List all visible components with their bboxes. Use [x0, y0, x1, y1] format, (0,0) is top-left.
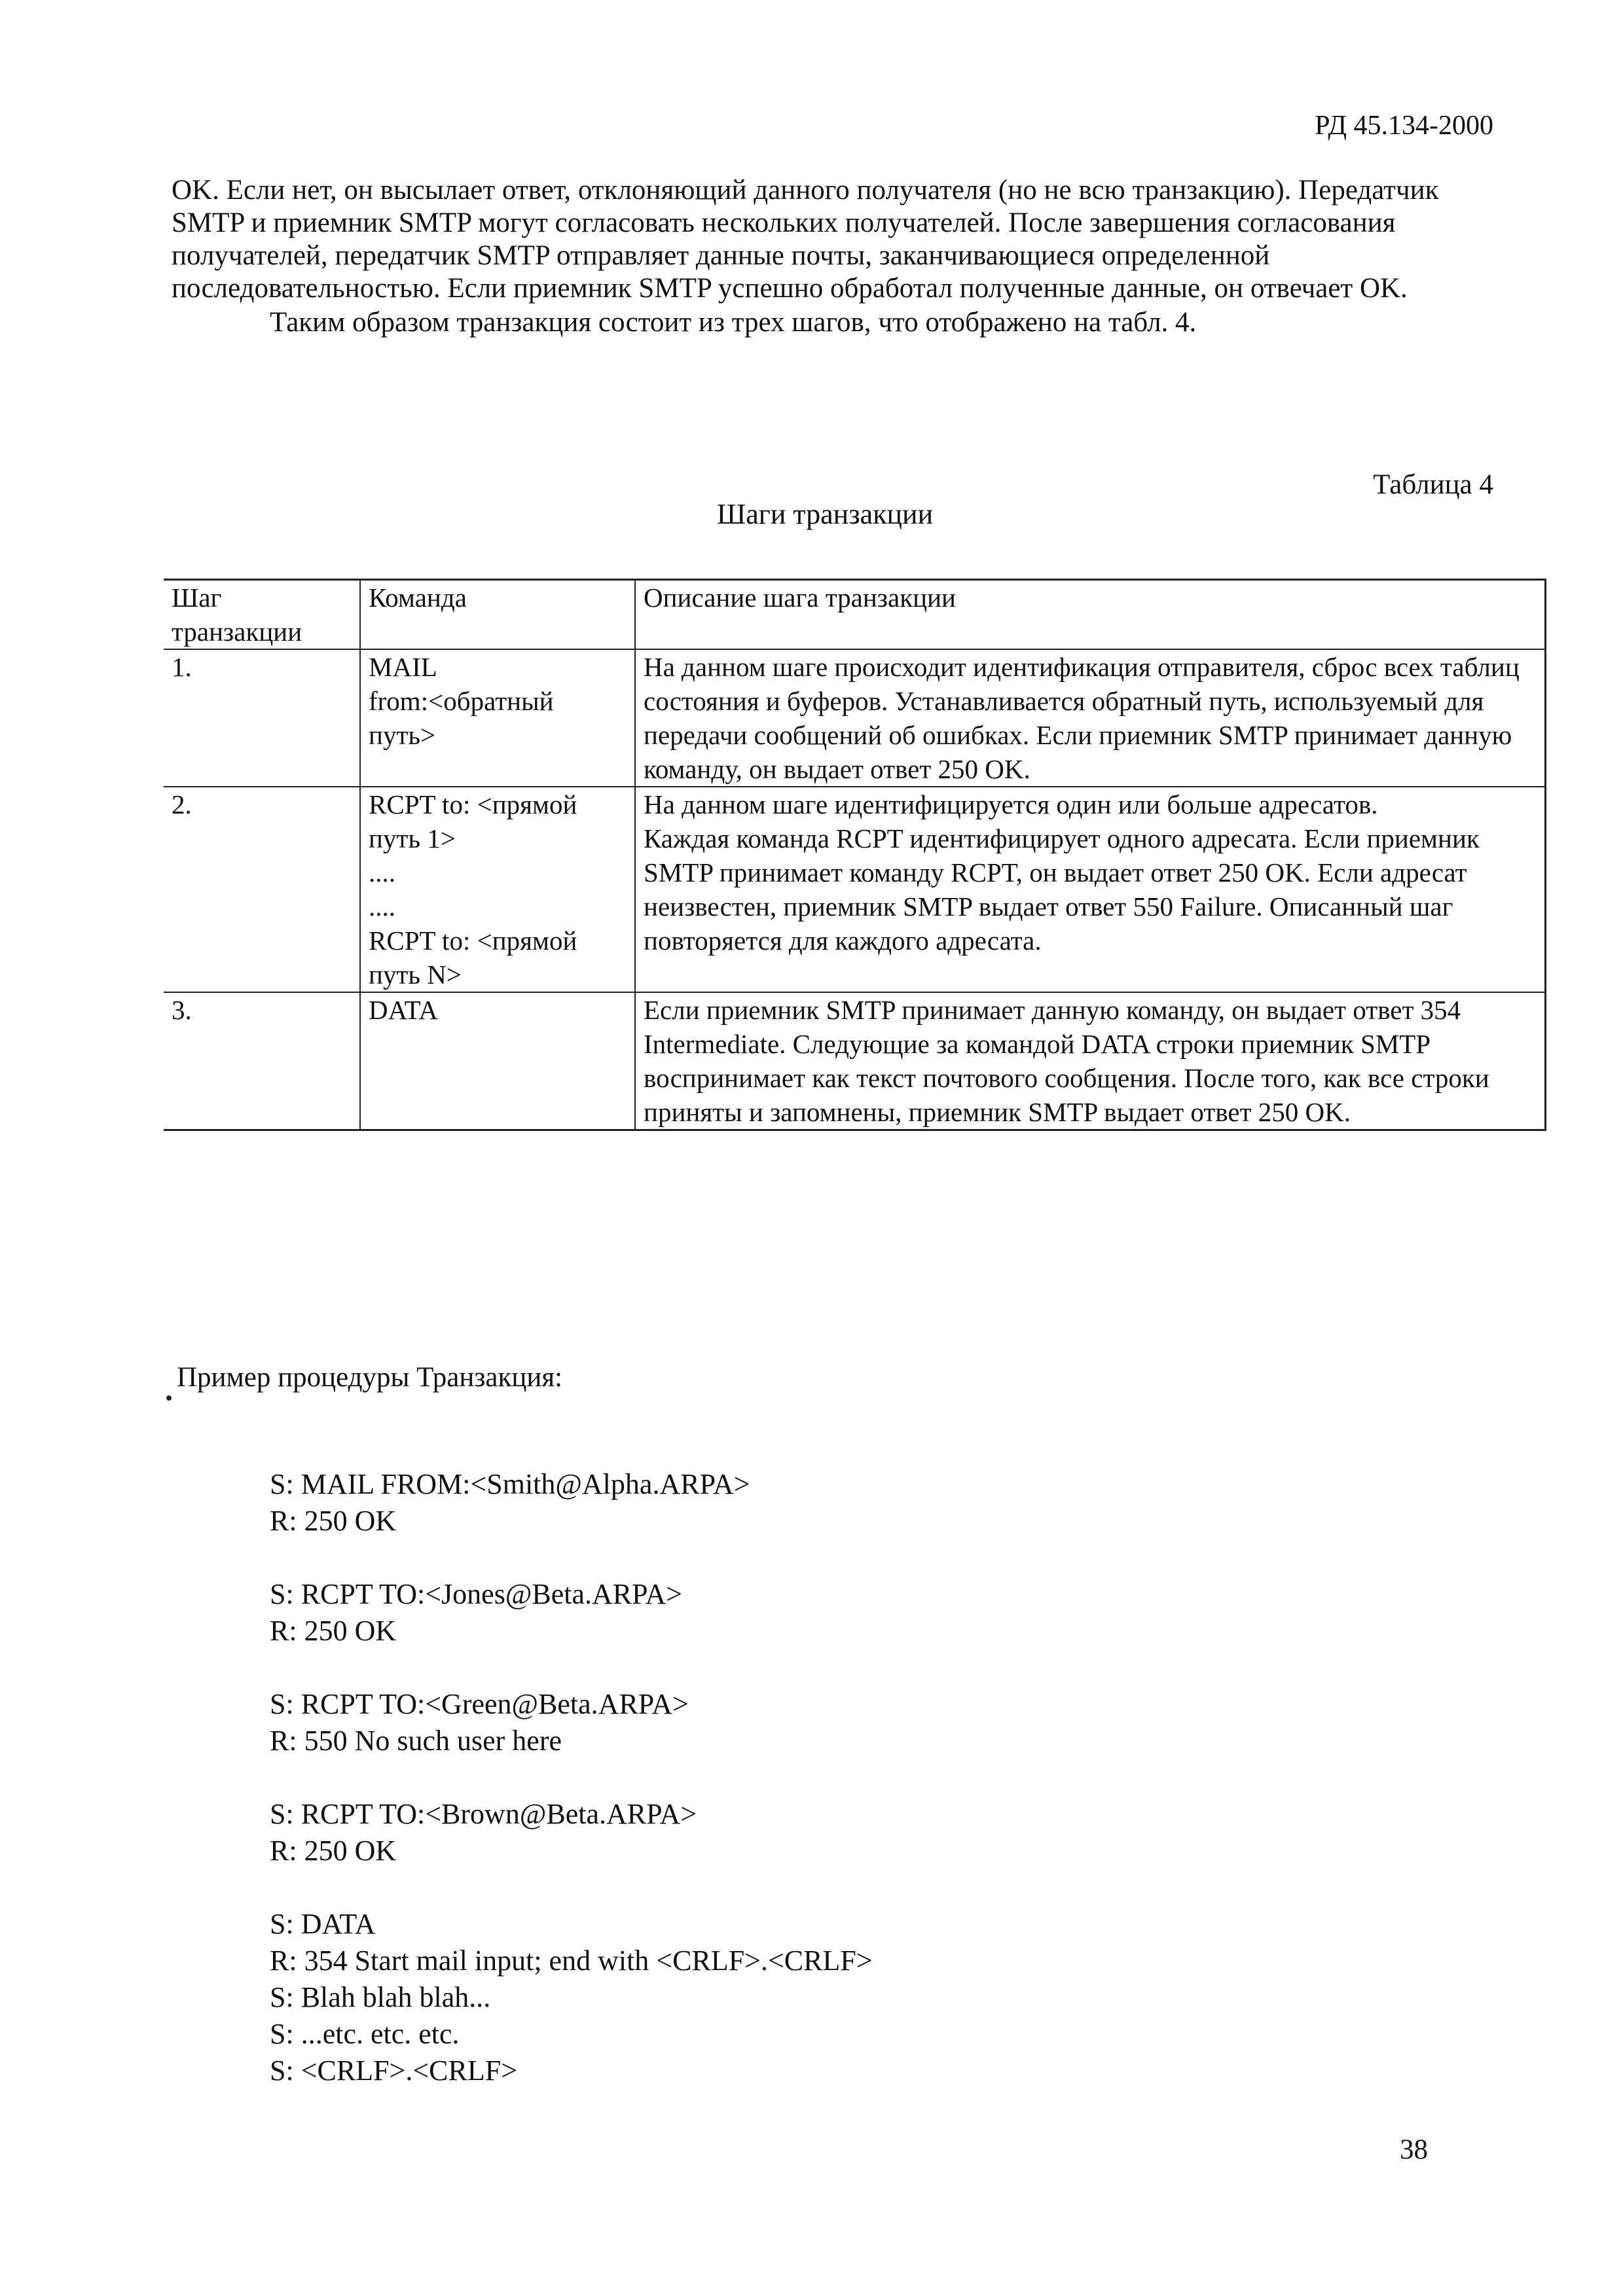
intro-paragraph-2: Таким образом транзакция состоит из трех шагов, что отображено на табл. 4. [270, 307, 1197, 338]
table-title: Шаги транзакции [716, 498, 934, 530]
command-line: from:<обратный [369, 686, 554, 716]
example-transcript [270, 1466, 873, 2126]
description-line: На данном шаге идентифицируется один или больше адресатов. [644, 789, 1378, 819]
step-description [635, 787, 1546, 992]
table-number: Таблица 4 [1373, 469, 1493, 500]
transcript-line: R: 250 OK [270, 1615, 397, 1647]
transcript-line: R: 354 Start mail input; end with <CRLF>.<CRLF> [270, 1945, 873, 1977]
document-id: РД 45.134-2000 [1315, 111, 1493, 141]
transaction-steps-table [164, 579, 1546, 1131]
transcript-group [270, 1796, 873, 1869]
command-line: путь> [369, 720, 436, 750]
transcript-line: S: <CRLF>.<CRLF> [270, 2054, 518, 2087]
command-cell [360, 787, 635, 992]
command-line: путь 1> [369, 823, 456, 853]
intro-text [172, 174, 1481, 339]
transcript-line: S: ...etc. etc. etc. [270, 2018, 460, 2050]
example-heading: Пример процедуры Транзакция: [177, 1362, 563, 1393]
step-number: 3. [164, 992, 360, 1130]
command-line: .... [369, 891, 395, 922]
transcript-group [270, 1466, 873, 1539]
step-description: На данном шаге происходит идентификация отправителя, сброс всех таблиц состояния и буферов. Устанавливается обратный путь, используемый для передачи сообщений об ошибках. Если приемник SMTP принимает данную команду, он выдает ответ 250 OK. [635, 649, 1546, 787]
header-step: Шаг транзакции [164, 580, 360, 650]
table-header-row [164, 580, 1546, 650]
command-cell [360, 992, 635, 1130]
transcript-group [270, 1906, 873, 2089]
command-cell [360, 649, 635, 787]
table-row [164, 992, 1546, 1130]
command-line: RCPT to: <прямой [369, 925, 577, 956]
transcript-line: S: RCPT TO:<Jones@Beta.ARPA> [270, 1578, 683, 1610]
transcript-line: R: 550 No such user here [270, 1725, 562, 1757]
intro-paragraph-1: OK. Если нет, он высылает ответ, отклоняющий данного получателя (но не всю транзакцию). Передатчик SMTP и приемник SMTP могут согласовать нескольких получателей. После завершения согласования получателей, передатчик SMTP отправляет данные почты, заканчивающиеся определенной последовательностью. Если приемник SMTP успешно обработал полученные данные, он отвечает OK. [172, 175, 1439, 304]
transcript-line: S: Blah blah blah... [270, 1981, 491, 2013]
table-row [164, 649, 1546, 787]
transcript-group [270, 1576, 873, 1649]
transcript-line: S: RCPT TO:<Brown@Beta.ARPA> [270, 1798, 697, 1830]
header-command: Команда [360, 580, 635, 650]
bullet-dot [166, 1395, 172, 1401]
transcript-line: R: 250 OK [270, 1505, 397, 1537]
transcript-group [270, 1686, 873, 1759]
step-description: Если приемник SMTP принимает данную команду, он выдает ответ 354 Intermediate. Следующие за командой DATA строки приемник SMTP воспринимает как текст почтового сообщения. После того, как все строки приняты и запомнены, приемник SMTP выдает ответ 250 OK. [635, 992, 1546, 1130]
description-line: Каждая команда RCPT идентифицирует одного адресата. Если приемник SMTP принимает команду RCPT, он выдает ответ 250 OK. Если адресат неизвестен, приемник SMTP выдает ответ 550 Failure. Описанный шаг повторяется для каждого адресата. [644, 823, 1480, 956]
transcript-line: S: RCPT TO:<Green@Beta.ARPA> [270, 1688, 689, 1720]
command-line: путь N> [369, 960, 462, 990]
step-number: 1. [164, 649, 360, 787]
command-line: RCPT to: <прямой [369, 789, 577, 819]
transcript-line: R: 250 OK [270, 1835, 397, 1867]
header-description: Описание шага транзакции [635, 580, 1546, 650]
command-line: MAIL [369, 652, 437, 682]
command-line: .... [369, 857, 395, 888]
transcript-line: S: MAIL FROM:<Smith@Alpha.ARPA> [270, 1468, 750, 1500]
page-number: 38 [1400, 2134, 1428, 2165]
step-number: 2. [164, 787, 360, 992]
transcript-line: S: DATA [270, 1908, 376, 1940]
table-row [164, 787, 1546, 992]
command-line: DATA [369, 995, 439, 1025]
